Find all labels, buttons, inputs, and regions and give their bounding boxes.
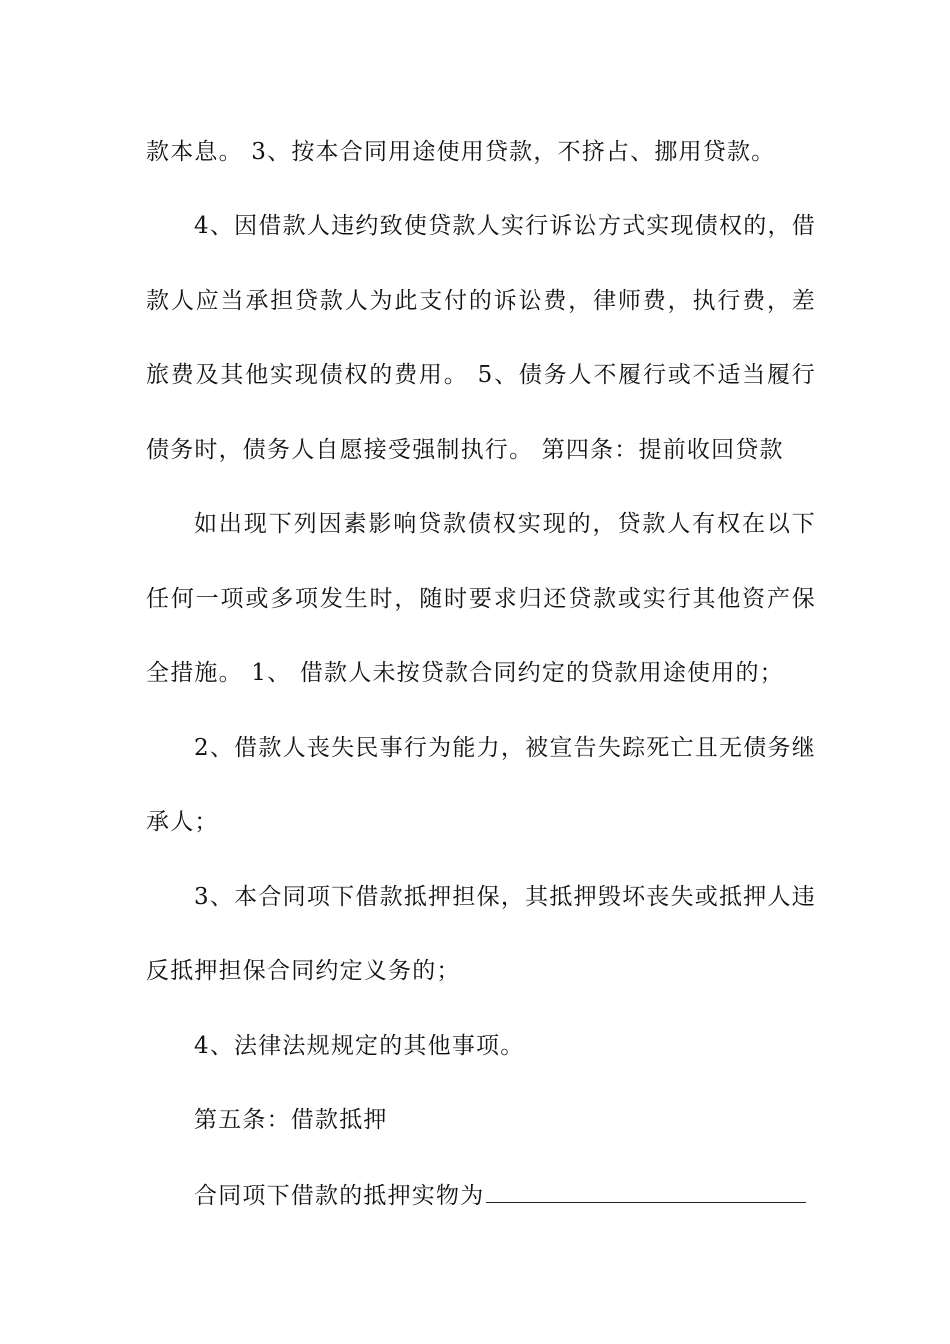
paragraph-line: 款本息。 3、按本合同用途使用贷款，不挤占、挪用贷款。 xyxy=(146,139,776,165)
paragraph-line: 反抵押担保合同约定义务的； xyxy=(146,958,461,984)
paragraph-line: 3、本合同项下借款抵押担保，其抵押毁坏丧失或抵押人违 xyxy=(194,884,816,910)
fill-in-line xyxy=(194,1180,816,1211)
paragraph-line: 全措施。 1、 借款人未按贷款合同约定的贷款用途使用的； xyxy=(146,660,784,686)
section-heading: 第五条：借款抵押 xyxy=(194,1107,388,1133)
paragraph-line: 承人； xyxy=(146,809,219,835)
paragraph-line: 4、法律法规规定的其他事项。 xyxy=(194,1033,525,1059)
paragraph-line: 4、因借款人违约致使贷款人实行诉讼方式实现债权的，借 xyxy=(194,213,816,239)
blank-underline[interactable] xyxy=(486,1180,806,1203)
paragraph-line: 任何一项或多项发生时，随时要求归还贷款或实行其他资产保 xyxy=(146,586,816,612)
paragraph-line: 旅费及其他实现债权的费用。 5、债务人不履行或不适当履行 xyxy=(146,362,816,388)
paragraph-line: 2、借款人丧失民事行为能力，被宣告失踪死亡且无债务继 xyxy=(194,735,816,761)
paragraph-line: 债务时，债务人自愿接受强制执行。 第四条：提前收回贷款 xyxy=(146,437,784,463)
fill-in-label: 合同项下借款的抵押实物为 xyxy=(194,1183,485,1209)
paragraph-line: 如出现下列因素影响贷款债权实现的，贷款人有权在以下 xyxy=(194,511,816,537)
paragraph-line: 款人应当承担贷款人为此支付的诉讼费，律师费，执行费，差 xyxy=(146,288,816,314)
